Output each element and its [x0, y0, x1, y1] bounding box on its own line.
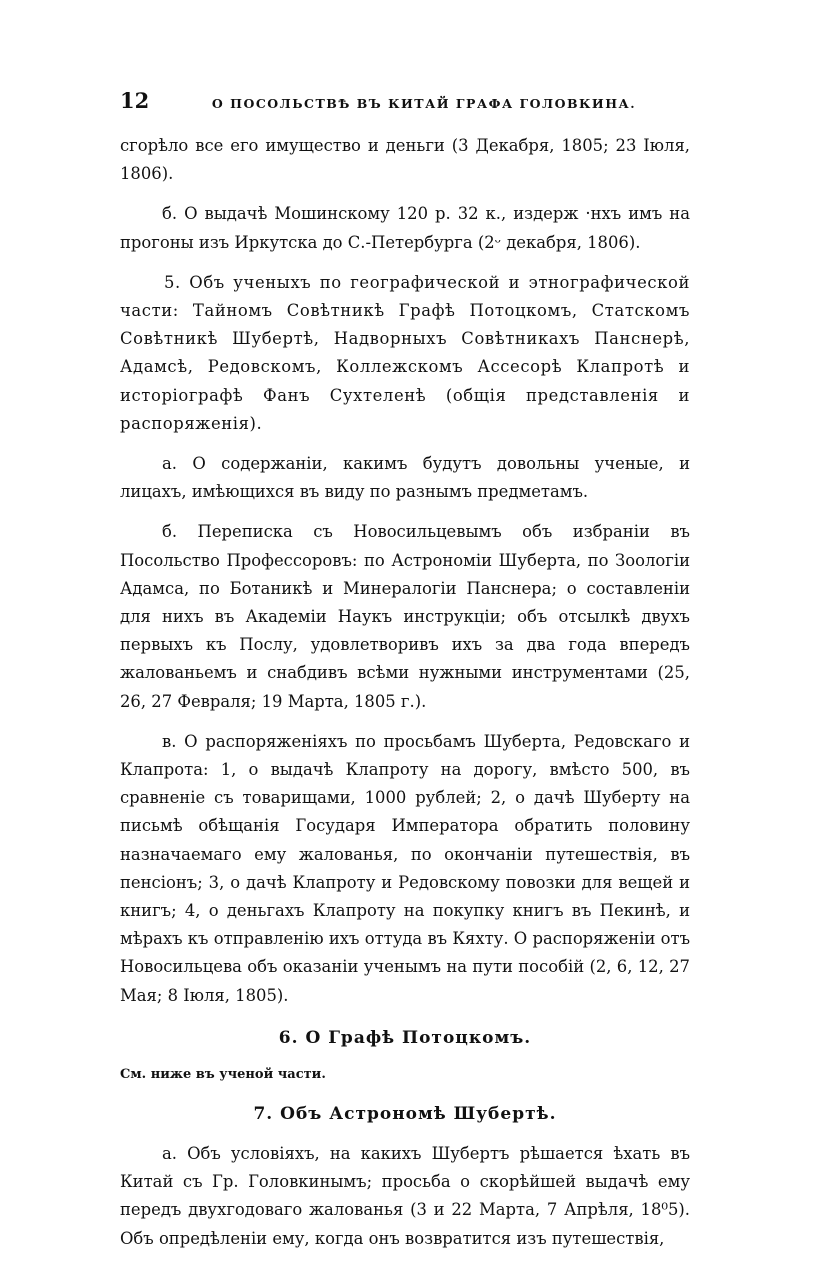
section-7-heading: 7. Объ Астрономѣ Шубертѣ. [253, 1103, 557, 1124]
running-title: О ПОСОЛЬСТВѢ ВЪ КИТАЙ ГРАФА ГОЛОВКИНА. [211, 96, 637, 111]
body-text [120, 132, 690, 1253]
page-number: 12 [120, 88, 150, 113]
document-page [120, 88, 690, 1265]
paragraph-moshinsky: б. О выдачѣ Мошинскому 120 р. 32 к., издерж ·нхъ имъ на прогоны изъ Иркутска до С.-Петербурга (2ᵕ декабря, 1806). [120, 204, 690, 252]
paragraph-maintenance: а. О содержаніи, какимъ будутъ довольны ученые, и лицахъ, имѣющихся въ виду по разнымъ предметамъ. [120, 454, 690, 502]
page-header [120, 88, 690, 122]
section-6-heading: 6. О Графѣ Потоцкомъ. [278, 1027, 532, 1048]
paragraph-fire-loss: сгорѣло все его имущество и деньги (3 Декабря, 1805; 23 Іюля, 1806). [120, 136, 690, 184]
paragraph-schubert-conditions: а. Объ условіяхъ, на какихъ Шубертъ рѣшается ѣхать въ Китай съ Гр. Головкинымъ; просьба о скорѣйшей выдачѣ ему передъ двухгодоваго жалованья (3 и 22 Марта, 7 Апрѣля, 18⁰5). Объ опредѣленіи ему, когда онъ возвратится изъ путешествія, [120, 1143, 690, 1248]
paragraph-requests: в. О распоряженіяхъ по просьбамъ Шуберта, Редовскаго и Клапрота: 1, о выдачѣ Клапроту на дорогу, вмѣсто 500, въ сравненіе съ товарищами, 1000 рублей; 2, о дачѣ Шуберту на письмѣ обѣщанія Государя Императора обратить половину назначаемаго ему жалованья, по окончаніи путешествія, въ пенсіонъ; 3, о дачѣ Клапроту и Редовскому повозки для вещей и книгъ; 4, о деньгахъ Клапроту на покупку книгъ въ Пекинѣ, и мѣрахъ къ отправленію ихъ оттуда въ Кяхту. О распоряженіи отъ Новосильцева объ оказаніи ученымъ на пути пособій (2, 6, 12, 27 Мая; 8 Іюля, 1805). [120, 731, 690, 1005]
section-6-note: См. ниже въ ученой части. [120, 1066, 326, 1082]
paragraph-correspondence: б. Переписка съ Новосильцевымъ объ избраніи въ Посольство Профессоровъ: по Астрономіи Шуберта, по Зоологіи Адамса, по Ботаникѣ и Минералогіи Панснера; о составленіи для нихъ въ Академіи Наукъ инструкціи; объ отсылкѣ двухъ первыхъ къ Послу, удовлетворивъ ихъ за два года впередъ жалованьемъ и снабдивъ всѣми нужными инструментами (25, 26, 27 Февраля; 19 Марта, 1805 г.). [120, 522, 690, 711]
section-5-scholars: 5. Объ ученыхъ по географической и этнографической части: Тайномъ Совѣтникѣ Графѣ Потоцкомъ, Статскомъ Совѣтникѣ Шубертѣ, Надворныхъ Совѣтникахъ Панснерѣ, Адамсѣ, Редовскомъ, Коллежскомъ Ассесорѣ Клапротѣ и исторіографѣ Фанъ Сухтеленѣ (общія представленія и распоряженія). [120, 272, 690, 433]
